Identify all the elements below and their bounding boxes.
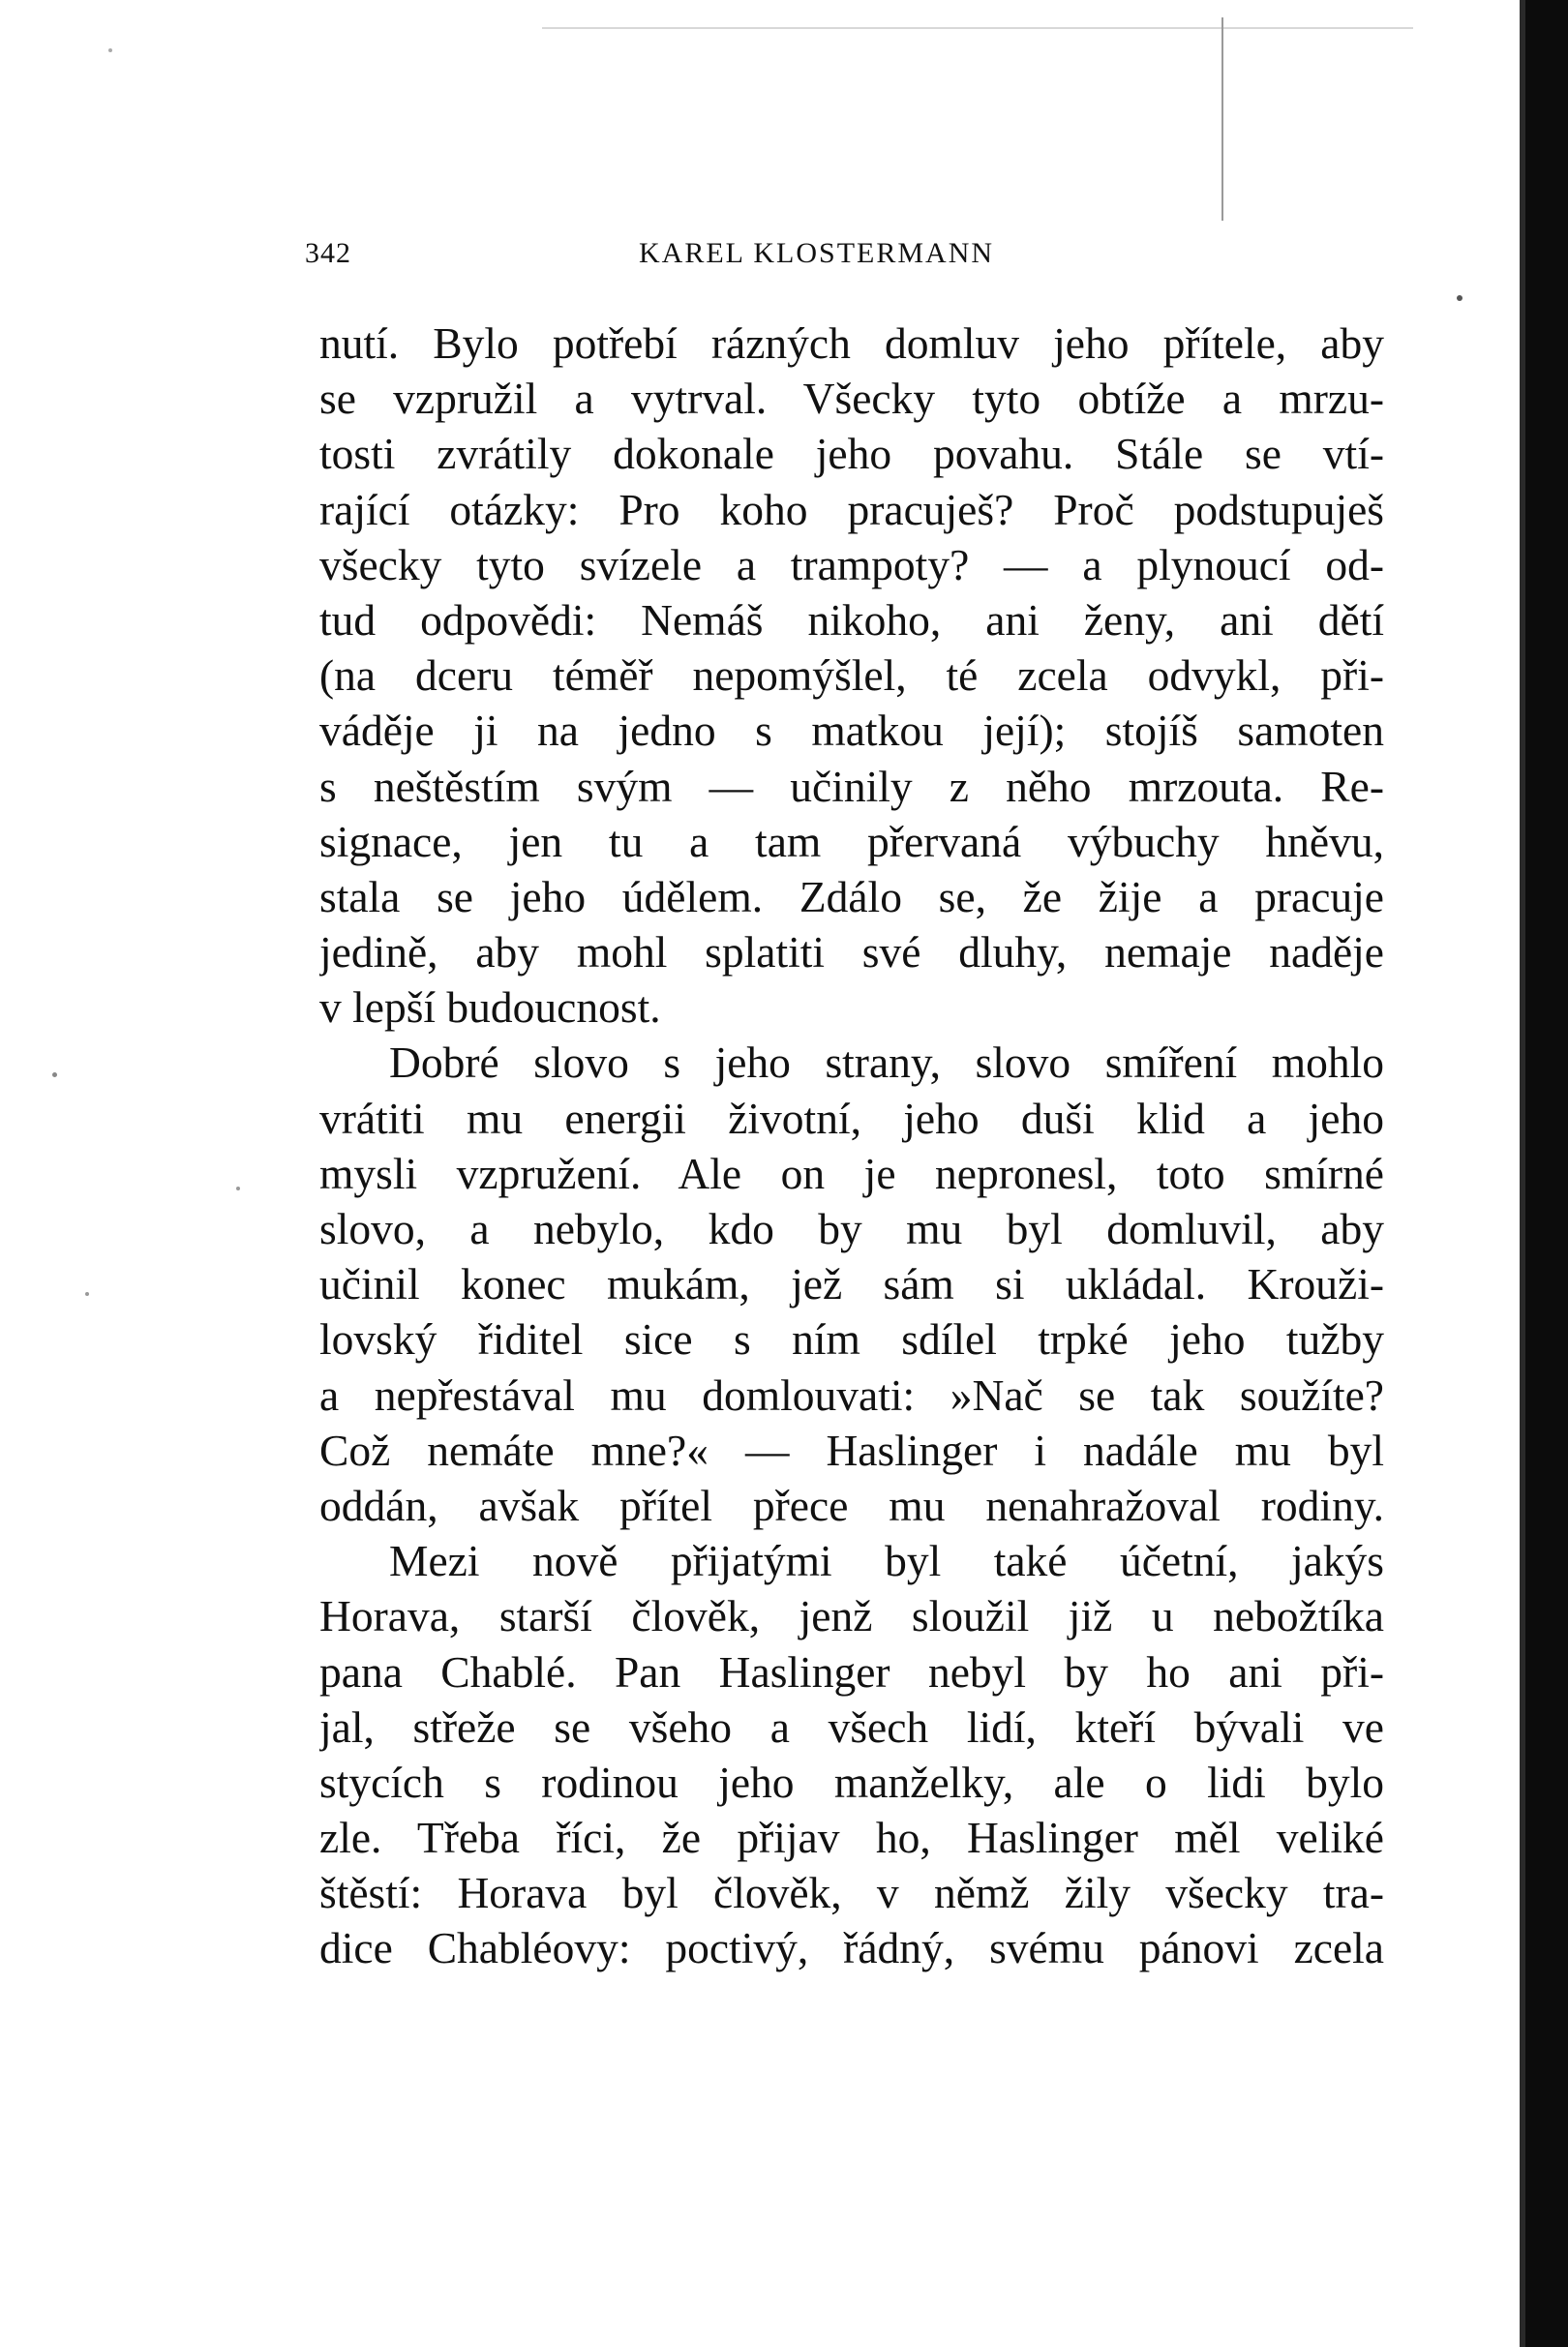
text-line: Což nemáte mne?« — Haslinger i nadále mu byl — [319, 1425, 1384, 1475]
scan-speck — [1457, 295, 1462, 301]
scan-artifact-line — [542, 27, 1413, 29]
text-line: mysli vzpružení. Ale on je nepronesl, toto smírné — [319, 1148, 1384, 1198]
text-line: zle. Třeba říci, že přijav ho, Haslinger měl veliké — [319, 1813, 1384, 1863]
text-line: tud odpovědi: Nemáš nikoho, ani ženy, ani dětí — [319, 594, 1384, 645]
page-number: 342 — [305, 237, 351, 269]
scan-edge — [1525, 0, 1568, 2347]
scan-speck — [85, 1292, 89, 1296]
running-head — [305, 232, 1050, 275]
scan-speck — [52, 1072, 57, 1077]
text-line: dice Chabléovy: poctivý, řádný, svému pánovi zcela — [319, 1923, 1384, 1973]
running-title: KAREL KLOSTERMANN — [639, 237, 995, 269]
text-line: rající otázky: Pro koho pracuješ? Proč podstupuješ — [319, 484, 1384, 534]
text-line: oddán, avšak přítel přece mu nenahražoval rodiny. — [319, 1480, 1384, 1530]
text-line: s neštěstím svým — učinily z něho mrzouta. Re- — [319, 761, 1384, 811]
text-line: Mezi nově přijatými byl také účetní, jakýs — [389, 1536, 1384, 1586]
text-line: v lepší budoucnost. — [319, 982, 661, 1033]
text-line: učinil konec mukám, jež sám si ukládal. Krouži- — [319, 1259, 1384, 1309]
text-line: jedině, aby mohl splatiti své dluhy, nemaje naděje — [319, 927, 1384, 978]
text-line: pana Chablé. Pan Haslinger nebyl by ho ani při- — [319, 1646, 1384, 1697]
scan-speck — [108, 48, 112, 52]
text-line: lovský řiditel sice s ním sdílel trpké jeho tužby — [319, 1314, 1384, 1365]
text-line: váděje ji na jedno s matkou její); stojíš samoten — [319, 706, 1384, 756]
text-line: (na dceru téměř nepomýšlel, té zcela odvykl, při- — [319, 650, 1384, 701]
text-line: nutí. Bylo potřebí rázných domluv jeho přítele, aby — [319, 318, 1384, 368]
text-line: stycích s rodinou jeho manželky, ale o lidi bylo — [319, 1757, 1384, 1807]
text-line: štěstí: Horava byl člověk, v němž žily všecky tra- — [319, 1868, 1384, 1918]
text-line: stala se jeho údělem. Zdálo se, že žije a pracuje — [319, 871, 1384, 921]
scan-speck — [236, 1187, 240, 1190]
body-text — [319, 316, 1384, 1976]
text-line: a nepřestával mu domlouvati: »Nač se tak soužíte? — [319, 1369, 1384, 1420]
text-line: slovo, a nebylo, kdo by mu byl domluvil, aby — [319, 1204, 1384, 1253]
text-line: vrátiti mu energii životní, jeho duši klid a jeho — [319, 1093, 1384, 1143]
text-line: se vzpružil a vytrval. Všecky tyto obtíže a mrzu- — [319, 374, 1384, 424]
text-line: jal, střeže se všeho a všech lidí, kteří bývali ve — [319, 1701, 1384, 1752]
text-line: signace, jen tu a tam přervaná výbuchy hněvu, — [319, 816, 1384, 866]
text-line: tosti zvrátily dokonale jeho povahu. Stále se vtí- — [319, 429, 1384, 479]
text-line: Horava, starší člověk, jenž sloužil již u nebožtíka — [319, 1591, 1384, 1641]
text-line: Dobré slovo s jeho strany, slovo smíření mohlo — [389, 1038, 1384, 1088]
text-line: všecky tyto svízele a trampoty? — a plynoucí od- — [319, 539, 1384, 589]
scan-artifact-mark — [1221, 17, 1223, 221]
